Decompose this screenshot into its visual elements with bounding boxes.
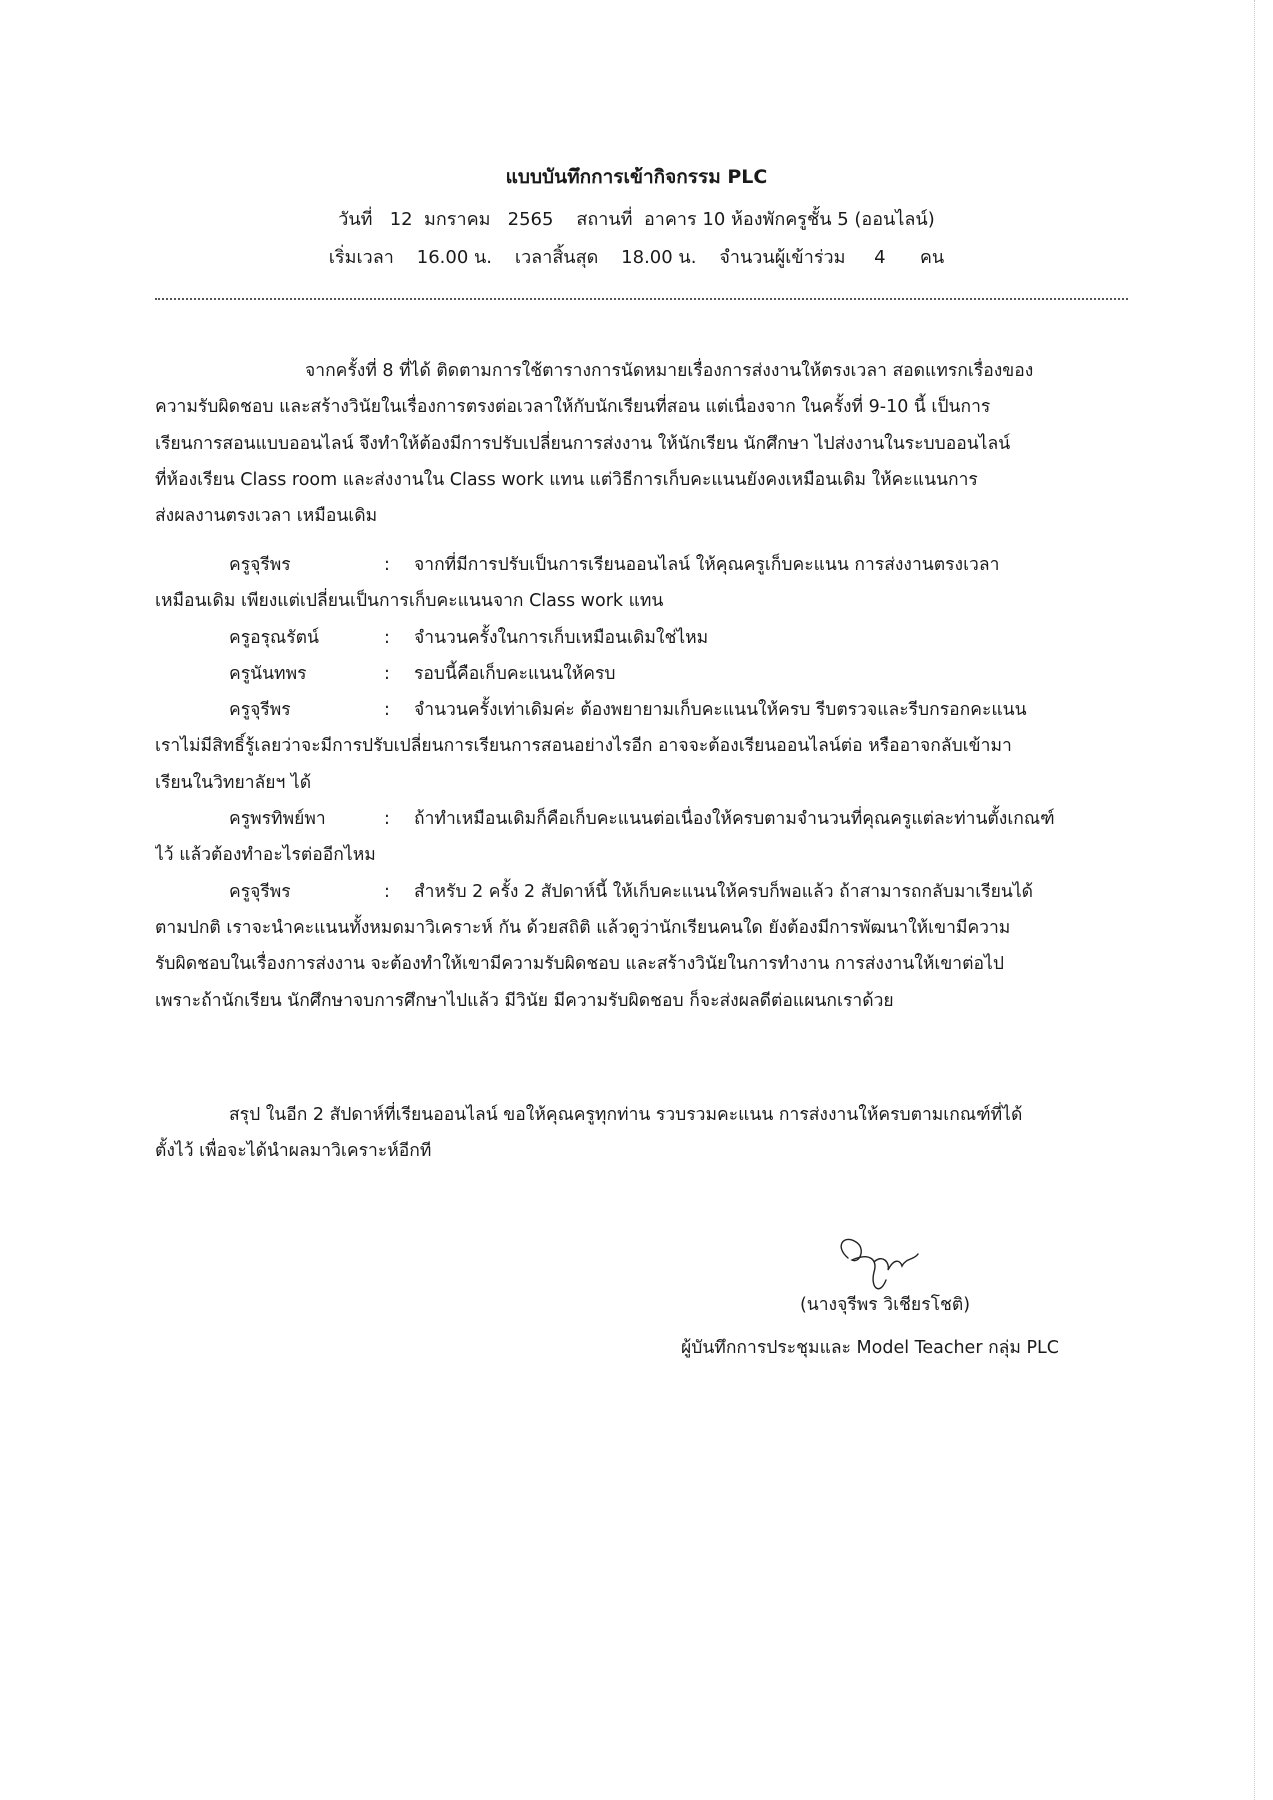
text-line: สรุป ในอีก 2 สัปดาห์ที่เรียนออนไลน์ ขอให้คุณครูทุกท่าน รวบรวมคะแนน การส่งงานให้ครบตามเกณฑ์ที่ได้: [229, 1105, 1023, 1125]
meeting-date-place: วันที่ 12 มกราคม 2565 สถานที่ อาคาร 10 ห้องพักครูชั้น 5 (ออนไลน์): [338, 209, 935, 230]
text-line: ไว้ แล้วต้องทำอะไรต่ออีกไหม: [155, 845, 376, 866]
speaker-name: ครูนันทพร: [229, 663, 307, 684]
speaker-line: [155, 656, 1128, 692]
discussion-section: [155, 547, 1128, 1019]
colon: :: [384, 555, 390, 575]
signer-role: ผู้บันทึกการประชุมและ Model Teacher กลุ่ม PLC: [680, 1338, 1060, 1358]
speaker-name: ครูพรทิพย์พา: [229, 809, 326, 830]
text-line: เหมือนเดิม เพียงแต่เปลี่ยนเป็นการเก็บคะแนนจาก Class work แทน: [155, 591, 664, 612]
speaker-name: ครูจุรีพร: [229, 881, 291, 902]
speech-text: ถ้าทำเหมือนเดิมก็คือเก็บคะแนนต่อเนื่องให้ครบตามจำนวนที่คุณครูแต่ละท่านตั้งเกณฑ์: [414, 809, 1055, 830]
text-line: ที่ห้องเรียน Class room และส่งงานใน Class work แทน แต่วิธีการเก็บคะแนนยังคงเหมือนเดิม ให้คะแนนการ: [155, 469, 978, 490]
signer-name: (นางจุรีพร วิเชียรโชติ): [799, 1295, 971, 1315]
text-line: ตั้งไว้ เพื่อจะได้นำผลมาวิเคราะห์อีกที: [155, 1141, 432, 1162]
speaker-line: [155, 692, 1128, 728]
colon: :: [384, 809, 390, 830]
speech-text: สำหรับ 2 ครั้ง 2 สัปดาห์นี้ ให้เก็บคะแนนให้ครบก็พอแล้ว ถ้าสามารถกลับมาเรียนได้: [414, 881, 1034, 902]
speech-text: จำนวนครั้งเท่าเดิมค่ะ ต้องพยายามเก็บคะแนนให้ครบ รีบตรวจและรีบกรอกคะแนน: [414, 700, 1027, 721]
colon: :: [384, 663, 390, 684]
meeting-time-attendees: เริ่มเวลา 16.00 น. เวลาสิ้นสุด 18.00 น. จำนวนผู้เข้าร่วม 4 คน: [328, 247, 945, 268]
text-line: เพราะถ้านักเรียน นักศึกษาจบการศึกษาไปแล้ว มีวินัย มีความรับผิดชอบ ก็จะส่งผลดีต่อแผนกเราด้วย: [155, 990, 894, 1011]
speaker-line: [155, 874, 1128, 910]
colon: :: [384, 881, 390, 902]
speaker-line: [155, 547, 1128, 583]
document-title: แบบบันทึกการเข้ากิจกรรม PLC: [505, 166, 768, 188]
text-line: ความรับผิดชอบ และสร้างวินัยในเรื่องการตรงต่อเวลาให้กับนักเรียนที่สอน แต่เนื่องจาก ในครั้งที่ 9-10 นี้ เป็นการ: [155, 397, 991, 418]
text-line: จากครั้งที่ 8 ที่ได้ ติดตามการใช้ตารางการนัดหมายเรื่องการส่งงานให้ตรงเวลา สอดแทรกเรื่องของ: [305, 361, 1034, 381]
text-line: ส่งผลงานตรงเวลา เหมือนเดิม: [155, 506, 378, 527]
speaker-name: ครูจุรีพร: [229, 700, 291, 721]
speaker-line: [155, 801, 1128, 837]
speaker-name: ครูอรุณรัตน์: [229, 627, 319, 648]
speech-text: จากที่มีการปรับเป็นการเรียนออนไลน์ ให้คุณครูเก็บคะแนน การส่งงานตรงเวลา: [414, 555, 1000, 575]
speech-text: รอบนี้คือเก็บคะแนนให้ครบ: [414, 663, 616, 684]
speaker-name: ครูจุรีพร: [229, 555, 291, 575]
colon: :: [384, 627, 390, 648]
intro-paragraph: [155, 353, 1128, 534]
speech-text: จำนวนครั้งในการเก็บเหมือนเดิมใช่ไหม: [414, 627, 709, 648]
text-line: ตามปกติ เราจะนำคะแนนทั้งหมดมาวิเคราะห์ กัน ด้วยสถิติ แล้วดูว่านักเรียนคนใด ยังต้องมีการพัฒนาให้เขามีความ: [155, 917, 1011, 938]
text-line: เราไม่มีสิทธิ์รู้เลยว่าจะมีการปรับเปลี่ยนการเรียนการสอนอย่างไรอีก อาจจะต้องเรียนออนไลน์ต่อ หรืออาจกลับเข้ามา: [155, 736, 1012, 757]
colon: :: [384, 700, 390, 721]
summary-paragraph: [155, 1097, 1128, 1170]
dotted-divider: [155, 298, 1128, 300]
text-line: เรียนในวิทยาลัยฯ ได้: [155, 772, 312, 793]
text-line: เรียนการสอนแบบออนไลน์ จึงทำให้ต้องมีการปรับเปลี่ยนการส่งงาน ให้นักเรียน นักศึกษา ไปส่งงานในระบบออนไลน์: [155, 433, 1011, 454]
text-line: รับผิดชอบในเรื่องการส่งงาน จะต้องทำให้เขามีความรับผิดชอบ และสร้างวินัยในการทำงาน การส่งงานให้เขาต่อไป: [155, 954, 1004, 975]
speaker-line: [155, 620, 1128, 656]
